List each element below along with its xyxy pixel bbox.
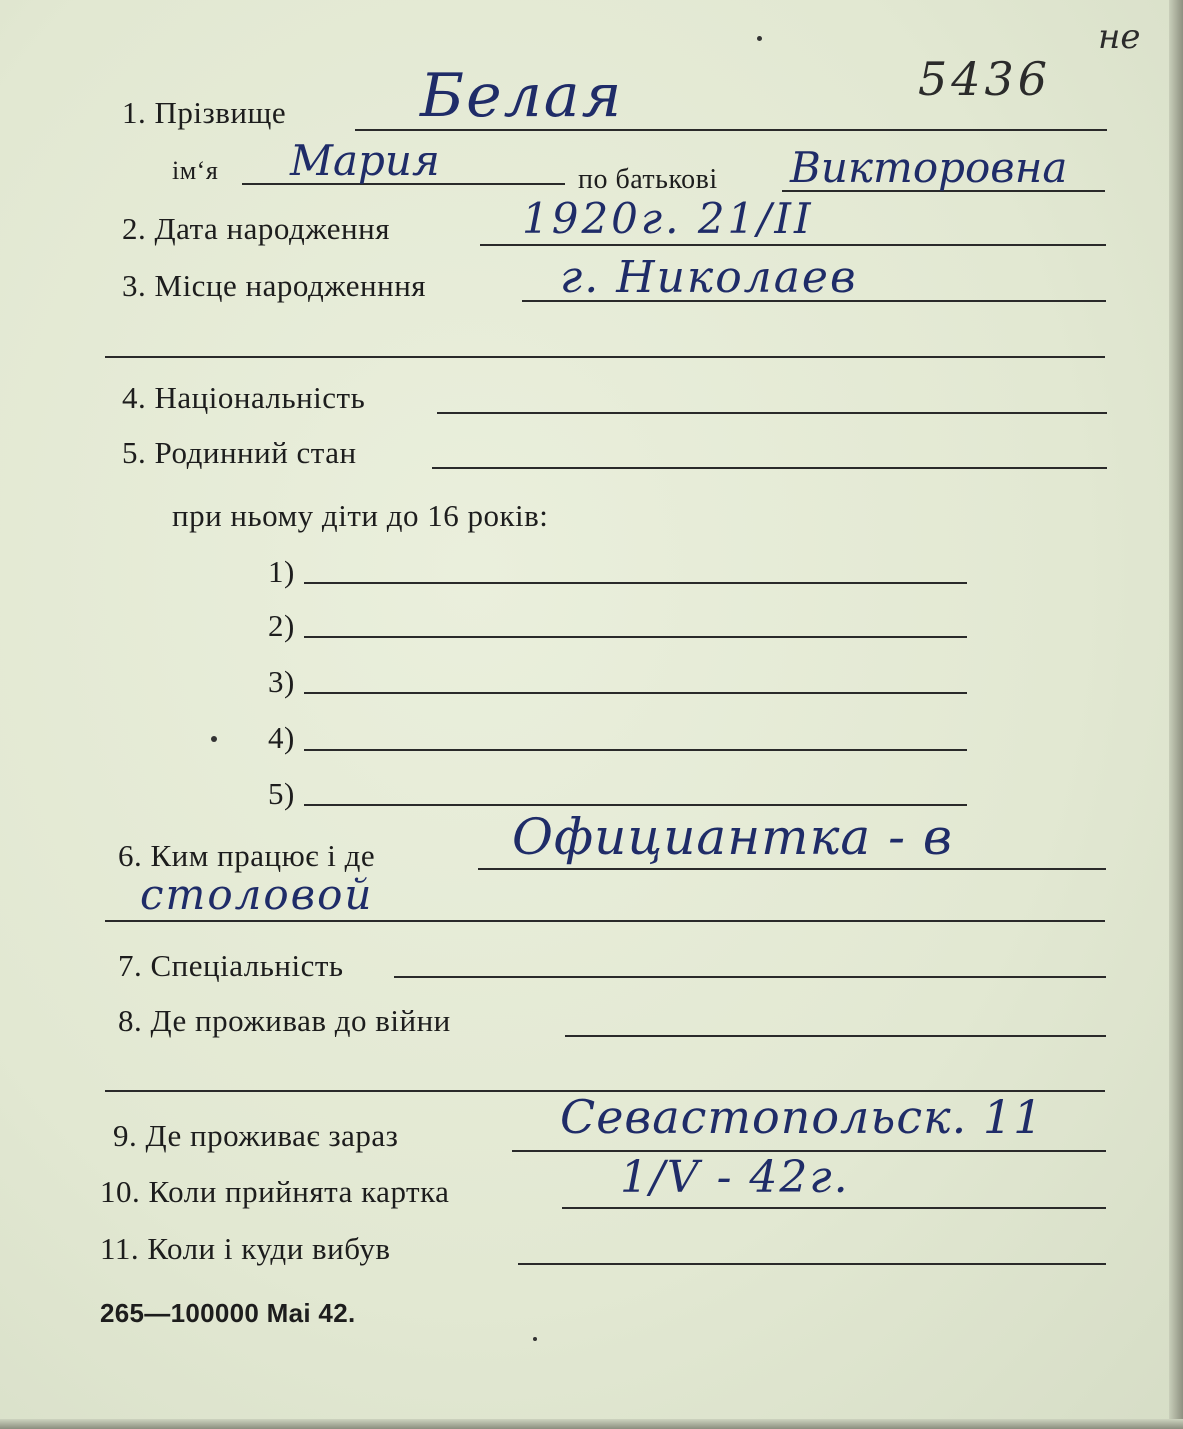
surname-value: Белая — [420, 61, 624, 131]
child-1-line — [304, 582, 967, 584]
print-code: 265—100000 Mai 42. — [100, 1298, 356, 1328]
ink-speck — [533, 1337, 537, 1341]
birth-place-line-2 — [105, 356, 1105, 358]
first-name-value: Мария — [290, 136, 440, 185]
nationality-label: 4. Національність — [122, 380, 366, 415]
occupation-label: 6. Ким працює і де — [118, 838, 376, 873]
departed-label: 11. Коли і куди вибув — [100, 1231, 391, 1266]
family-status-line — [432, 467, 1107, 469]
children-label: при ньому діти до 16 років: — [172, 498, 549, 533]
child-2-label: 2) — [268, 608, 295, 643]
birth-date-value: 1920г. 21/II — [522, 194, 814, 243]
birth-place-value: г. Николаев — [560, 252, 858, 303]
occupation-line — [478, 868, 1106, 870]
ink-speck — [757, 36, 762, 41]
card-number-suffix: не — [1098, 17, 1141, 57]
card-accepted-line — [562, 1207, 1106, 1209]
occupation-line-2 — [105, 920, 1105, 922]
current-residence-value: Севастопольск. 11 — [560, 1090, 1044, 1144]
child-2-line — [304, 636, 967, 638]
child-5-label: 5) — [268, 776, 295, 811]
card-edge-shadow — [1169, 0, 1183, 1429]
birth-place-label: 3. Місце народженння — [122, 268, 427, 303]
surname-label: 1. Прізвище — [122, 95, 287, 130]
birth-date-line — [480, 244, 1106, 246]
card-number: 5436 — [918, 52, 1052, 106]
child-4-label: 4) — [268, 720, 295, 755]
specialty-label: 7. Спеціальність — [118, 948, 344, 983]
card-bottom-edge — [0, 1419, 1183, 1429]
card-accepted-value: 1/V - 42г. — [620, 1152, 850, 1203]
patronymic-value: Викторовна — [790, 143, 1068, 192]
child-3-line — [304, 692, 967, 694]
child-4-line — [304, 749, 967, 751]
nationality-line — [437, 412, 1107, 414]
current-residence-label: 9. Де проживає зараз — [113, 1118, 399, 1153]
specialty-line — [394, 976, 1106, 978]
birth-date-label: 2. Дата народження — [122, 211, 390, 246]
family-status-label: 5. Родинний стан — [122, 435, 357, 470]
child-1-label: 1) — [268, 554, 295, 589]
child-5-line — [304, 804, 967, 806]
occupation-value: Официантка - в — [512, 808, 954, 866]
occupation-value-line-2: столовой — [140, 870, 374, 919]
patronymic-label: по батькові — [578, 164, 718, 195]
departed-line — [518, 1263, 1106, 1265]
ink-dot — [211, 736, 217, 742]
prewar-residence-line — [565, 1035, 1106, 1037]
first-name-label: імʻя — [172, 156, 219, 185]
card-accepted-label: 10. Коли прийнята картка — [100, 1174, 450, 1209]
child-3-label: 3) — [268, 664, 295, 699]
prewar-residence-label: 8. Де проживав до війни — [118, 1003, 451, 1038]
